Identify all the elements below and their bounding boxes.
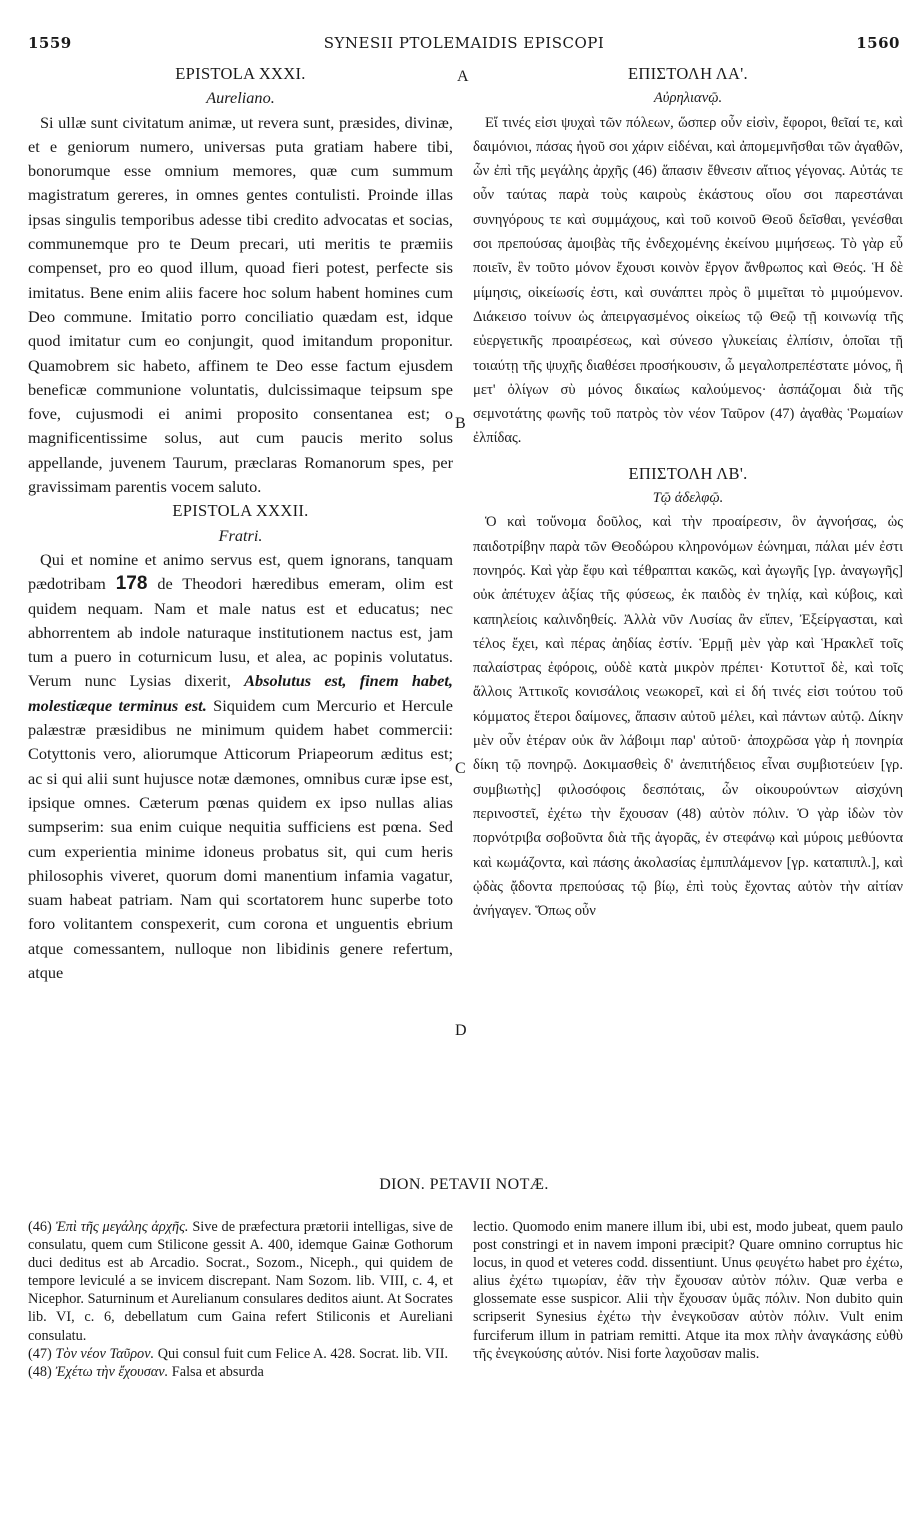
latin-ep31-text: Si ullæ sunt civitatum animæ, ut revera sunt, præsides, divinæ, et e geniorum numero, universas puta gratiam habere tibi, bonorumque esse omnium memores, quæ cum summum magistratum gereres, in omnes gentes contulisti. Proinde illas ipsas singulis temporibus adesse tibi credito advocatas et socias, communemque pro te Deum precari, uti meritis te præmiis compenset, pro eo quod illum, quoad fieri potest, perfecte sis imitatus. Bene enim aliis facere hoc solum habent homines cum Deo commune. Imitatio porro conciliatio quædam est, idque quod imitatur cum eo conjungit, quod imitandum proponitur. Quamobrem sic habeto, affinem te Deo esse factum ejusdem beneficæ communione voluntatis, dulcissimaque teipsum spe fove, cujusmodi ei animi proposito consentanea est; o magnificentissime solus, aut cum paucis merito solus appellande, juvenem Taurum, præclaras Romanorum spes, per gravissimam parentis vocem saluto. [28,112,453,497]
note-46-label: (46) [28,1219,52,1235]
greek-ep32-text: Ὁ καὶ τοὔνομα δοῦλος, καὶ τὴν προαίρεσιν, ὃν ἀγνοήσας, ὡς παιδοτρίβην παρὰ τῶν Θεοδώρου κληρονόμων ἐώνημαι, πάλαι μέν ἐστι πονηρός. Καὶ γὰρ ἔφυ καὶ τέθραπται κακῶς, καὶ ἀγωγῆς [γρ. ἀναγωγῆς] οὐκ ἀπέτυχεν ἀξίας τῆς φύσεως, ἐκ παιδὸς ἐν τηλίᾳ, καὶ κύβοις, καὶ καπηλείοις καλινδηθείς. Ἀλλὰ νῦν Λυσίας ἂν εἴπεν, Ἐξείργασται, καὶ τέλος ἔχει, καὶ πέρας ἀηδίας ἐστίν. Ἑρμῇ μὲν γὰρ καὶ Ἡρακλεῖ τοῖς παλαίστρας ἐφόροις, οὐδὲ κατὰ μικρὸν πρέπει· Κοτυττοῖ δὲ, καὶ τοῖς ἄλλοις Ἀττικοῖς κονισάλοις νεωκορεῖ, καὶ εἰ δή τινές εἰσι τούτου τοῦ κόμματος ἕτεροι δαίμονες, ἅπασιν αὐτοῦ μέλει, καὶ πάντων αὐτῷ. Δίκην μὲν οὖν ἑτέραν οὐκ ἂν λάβοιμι παρ' αὐτοῦ· ἀποχρῶσα γὰρ ἡ πονηρία δίκη τῷ πονηρῷ. Δοκιμασθεὶς δ' ἀνεπιτήδειος εἶναι συμβιοτεύειν [γρ. συμβιωτὴς] φιλοσόφοις δεσπόταις, ὧν οἰκουρούντων αἰσχύνη περινοστεῖ, ἐχέτω τὴν ἔχουσαν (48) αὐτὸν πόλιν. Ὁ γὰρ ἰδὼν τὸν πορνότριβα σοβοῦντα διὰ τῆς ἀγορᾶς, ἐν στεφάνῳ καὶ μύροις μεθύοντα καὶ κωμάζοντα, καὶ πάσης ἀκολασίας ἐμπιπλάμενον [γρ. καταπιπλ.], καὶ ᾠδὰς ᾄδοντα πρεπούσας τῷ βίῳ, ἐπὶ τοὺς ἔχοντας αὐτὸν τὴν αἰτίαν ἀνήγαγεν. Ὅπως οὖν [473,514,903,920]
latin-ep31-addressee: Aureliano. [206,88,275,108]
latin-ep32-title: EPISTOLA XXXII. [172,501,309,521]
spacer [473,451,903,462]
note-47-text: Qui consul fuit cum Felice A. 428. Socrat. lib. VII. [157,1345,449,1362]
note-48 [28,1363,453,1381]
greek-ep32-title: ΕΠΙΣΤΟΛΗ ΛΒ'. [628,463,748,483]
notes-heading: DION. PETAVII NOTÆ. [379,1176,549,1193]
latin-ep32-quote: Absolutus est, finem habet, molestiæque terminus est. [28,671,453,715]
latin-ep32-text-a: Qui et nomine et animo servus est, quem ignorans, tanquam pædotribam [28,549,453,594]
greek-ep31-addressee: Αὐρηλιανῷ. [653,90,723,107]
note-48-text: Falsa et absurda [171,1363,264,1380]
note-46-text: Sive de præfectura prætorii intelligas, sive de consulatu, quem cum Stilicone gessit A. 400, idemque Gainæ Gothorum duci deditus est ab Arcadio. Socrat., Sozom., Niceph., qui quidem de tempore leviculé a se invicem discrepant. Nam Sozom. lib. VIII, c. 4, et Nicephor. Saturninum et Aurelianum consulares deditos aiunt. At Socrates lib. VI, c. 6, debellatum cum Gaina refert Stiliconis et Aureliani consulatu. [28,1219,454,1344]
note-48-label: (48) [28,1363,52,1380]
greek-column [473,62,903,923]
notes-left-column [28,1218,453,1381]
note-47-label: (47) [28,1345,52,1362]
running-header [28,34,900,56]
note-47-lemma: Τὸν νέον Ταῦρον. [55,1345,155,1362]
margin-letter-c: C [455,760,466,777]
margin-letter-a: A [457,68,469,85]
latin-ep32-addressee: Fratri. [218,525,263,545]
note-47 [28,1345,453,1363]
page-number-left: 1559 [28,34,72,52]
latin-column [28,62,453,985]
greek-ep31-text: Εἴ τινές εἰσι ψυχαὶ τῶν πόλεων, ὥσπερ οὖν εἰσὶν, ἔφοροι, θεῖαί τε, καὶ δαιμόνιοι, πάσας ἡγοῦ σοι χάριν εἰδέναι, καὶ ἀπομεμνῆσθαι τῶν ἀγαθῶν, ὧν ἐπὶ τῆς μεγάλης ἀρχῆς (46) ἅπασιν ἔθνεσιν αἴτιος γέγονας. Αὐτάς τε οὖν ταύτας παρὰ τοὺς καιροὺς ἑκάστους οἴου σοι παρεστάναι συνηγόρους τε καὶ συμμάχους, καὶ τοῦ κοινοῦ Θεοῦ δεῖσθαι, γενέσθαι σοι πρεπούσας ἀμοιβὰς τῆς ἐνδεχομένης ἐκείνου μιμήσεως. Τὸ γὰρ εὖ ποιεῖν, ἓν τοῦτο μόνον ἔχουσι κοινὸν ἔργον ἄνθρωπος καὶ Θεός. Ἡ δὲ μίμησις, οἰκείωσίς ἐστι, καὶ συνάπτει πρὸς ὃ μιμεῖται τὸ μιμούμενον. Διάκεισο τοίνυν ὡς ἀπειργασμένος οἰκείως τῷ Θεῷ τῇ κοινωνίᾳ τῆς εὐεργετικῆς προαιρέσεως, καὶ σύνεσο γλυκείαις ἐλπίσιν, ὁποῖαι τῇ τοιαύτῃ τῆς ψυχῆς διαθέσει προσήκουσιν, ὦ μεγαλοπρεπέστατε μόνος, ἢ μετ' ὀλίγων σὺ μόνος δικαίως καλούμενος· ἀσπάζομαι διὰ τῆς σεμνοτάτης φωνῆς τοῦ πατρὸς τὸν νέον Ταῦρον (47) ἀγαθὰς Ῥωμαίων ἐλπίδας. [473,114,903,447]
note-48-lemma: Ἐχέτω τὴν ἔχουσαν. [55,1363,169,1380]
latin-ep32-text [28,548,453,985]
note-48-continued: lectio. Quomodo enim manere illum ibi, ubi est, modo jubeat, quem paulo post constringi et in navem imponi præcipit? Quare omnino corruptus hic locus, in quod et veteres codd. dissentiunt. Unus φευγέτω habet pro ἐχέτω, alius ἐχέτω τιμωρίαν, ἐᾶν τὴν ἔχουσαν αὐτὸν πόλιν. Quæ verba e glossemate esse suspicor. Alii τὴν ἔχουσαν ὑμᾶς πόλιν. Non dubito quin scripserit Synesius ἐχέτω τὴν ἐνεγκοῦσαν αὐτὸν πόλιν. Vult enim furciferum illum in patriam remitti. Atque ita mox πλὴν ἀναγκάσης εὐθὺ τῆς ἐνεγκούσης αὐτόν. Nisi forte λαχοῦσαν malis. [473,1219,903,1362]
running-title: SYNESII PTOLEMAIDIS EPISCOPI [323,34,605,52]
greek-ep32-addressee: Τῷ ἀδελφῷ. [652,490,724,507]
latin-ep32-text-b: de Theodori hæredibus emeram, olim est quidem nequam. Nam et male natus est et educatus; nec abhorrentem ab indole naturaque institutionem nactus est, jam tum a puero in coturnicum lusu, et alea, ac popinis volutatus. Verum nunc Lysias dixerit, [28,574,453,691]
notes-right-column [473,1218,903,1363]
margin-letter-d: D [455,1022,467,1039]
note-46-lemma: Ἐπὶ τῆς μεγάλης ἀρχῆς. [55,1219,189,1235]
greek-ep31-title: ΕΠΙΣΤΟΛΗ ΛΑ'. [628,64,748,83]
note-46 [28,1218,453,1345]
column-number: 178 [115,573,148,595]
margin-letter-b: B [455,415,466,432]
latin-ep31-title: EPISTOLA XXXI. [175,64,306,83]
latin-ep32-text-c: Siquidem cum Mercurio et Hercule palæstræ præsidibus ne minimum quidem habet commercii: Cotyttonis vero, aliorumque Atticorum Priapeorum æditus est; ac si qui alii sunt hujusce notæ dæmones, omnibus curæ ipse est, ipsique omnes. Cæterum pœnas quidem ex ipso nullas alias sumpserim: sua enim cuique nequitia sufficiens est pœna. Sed cum experientia minime idoneus probatus sit, qui cum heris philosophis viveret, quorum domi manentium infamia vagatur, suam habeat patriam. Nam qui scortatorem hunc superbe toto foro volitantem conspexerit, cum corona et unguentis ebrium atque comessantem, nulloque non libidinis genere refertum, atque [28,695,453,982]
page-number-right: 1560 [856,34,900,52]
